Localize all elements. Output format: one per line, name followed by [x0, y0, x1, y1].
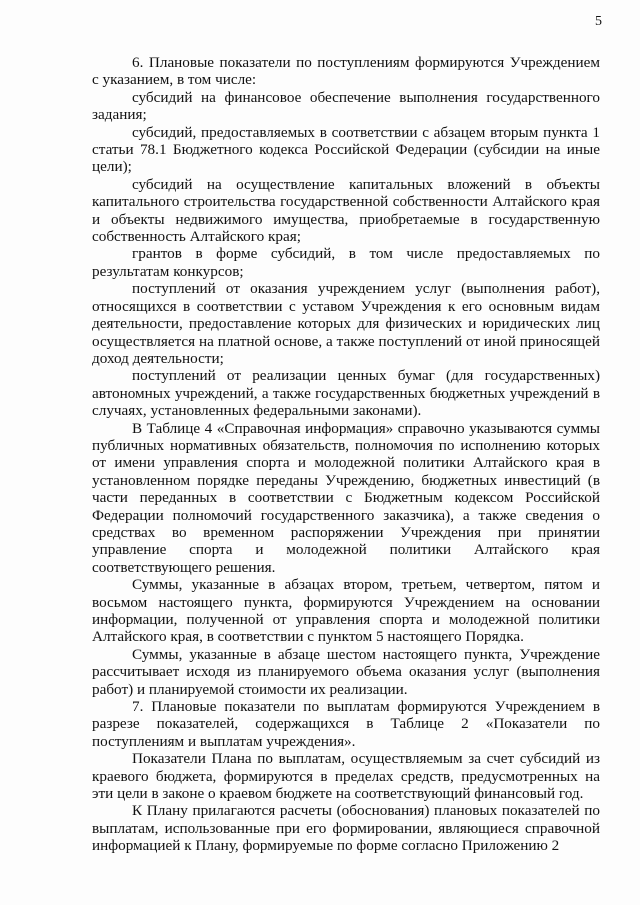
paragraph-securities-revenues: поступлений от реализации ценных бумаг (для государственных) автономных учреждений, а также государственных бюджетных учреждений в случаях, установленных федеральными законами).	[92, 367, 600, 420]
paragraph-table-4-reference: В Таблице 4 «Справочная информация» справочно указываются суммы публичных нормативных обязательств, полномочия по исполнению которых от имени управления спорта и молодежной политики Алтайского края в установленном порядке переданы Учреждению, бюджетных инвестиций (в части переданных в соответствии с Бюджетным кодексом Российской Федерации полномочий государственного заказчика), а также сведения о средствах во временном распоряжении Учреждения при принятии управление спорта и молодежной политики Алтайского края соответствующего решения.	[92, 419, 600, 576]
paragraph-item-7: 7. Плановые показатели по выплатам формируются Учреждением в разрезе показателей, содержащихся в Таблице 2 «Показатели по поступлениям и выплатам учреждения».	[92, 698, 600, 750]
paragraph-plan-calculations: К Плану прилагаются расчеты (обоснования) плановых показателей по выплатам, использованные при его формировании, являющиеся справочной информацией к Плану, формируемые по форме согласно Приложению 2	[92, 802, 600, 855]
paragraph-subsidies-state-task: субсидий на финансовое обеспечение выполнения государственного задания;	[92, 88, 600, 124]
document-body	[92, 54, 600, 855]
paragraph-item-6: 6. Плановые показатели по поступлениям формируются Учреждением с указанием, в том числе:	[92, 54, 600, 89]
paragraph-subsidies-capital-investments: субсидий на осуществление капитальных вложений в объекты капитального строительства государственной собственности Алтайского края и объекты недвижимого имущества, приобретаемые в государственную собственность Алтайского края;	[92, 175, 600, 246]
paragraph-grants: грантов в форме субсидий, в том числе предоставляемых по результатам конкурсов;	[92, 245, 600, 280]
page-number: 5	[595, 14, 602, 29]
paragraph-subsidies-other-purposes: субсидий, предоставляемых в соответствии с абзацем вторым пункта 1 статьи 78.1 Бюджетного кодекса Российской Федерации (субсидии на иные цели);	[92, 123, 600, 176]
paragraph-service-revenues: поступлений от оказания учреждением услуг (выполнения работ), относящихся в соответствии с уставом Учреждения к его основным видам деятельности, предоставление которых для физических и юридических лиц осуществляется на платной основе, а также поступлений от иной приносящей доход деятельности;	[92, 280, 600, 367]
paragraph-sums-paragraphs-2-8: Суммы, указанные в абзацах втором, третьем, четвертом, пятом и восьмом настоящего пункта, формируются Учреждением на основании информации, полученной от управления спорта и молодежной политики Алтайского края, в соответствии с пунктом 5 настоящего Порядка.	[92, 576, 600, 646]
paragraph-plan-payments-subsidies: Показатели Плана по выплатам, осуществляемым за счет субсидий из краевого бюджета, формируются в пределах средств, предусмотренных на эти цели в законе о краевом бюджете на соответствующий финансовый год.	[92, 750, 600, 803]
paragraph-sums-paragraph-6: Суммы, указанные в абзаце шестом настоящего пункта, Учреждение рассчитывает исходя из планируемого объема оказания услуг (выполнения работ) и планируемой стоимости их реализации.	[92, 645, 600, 698]
